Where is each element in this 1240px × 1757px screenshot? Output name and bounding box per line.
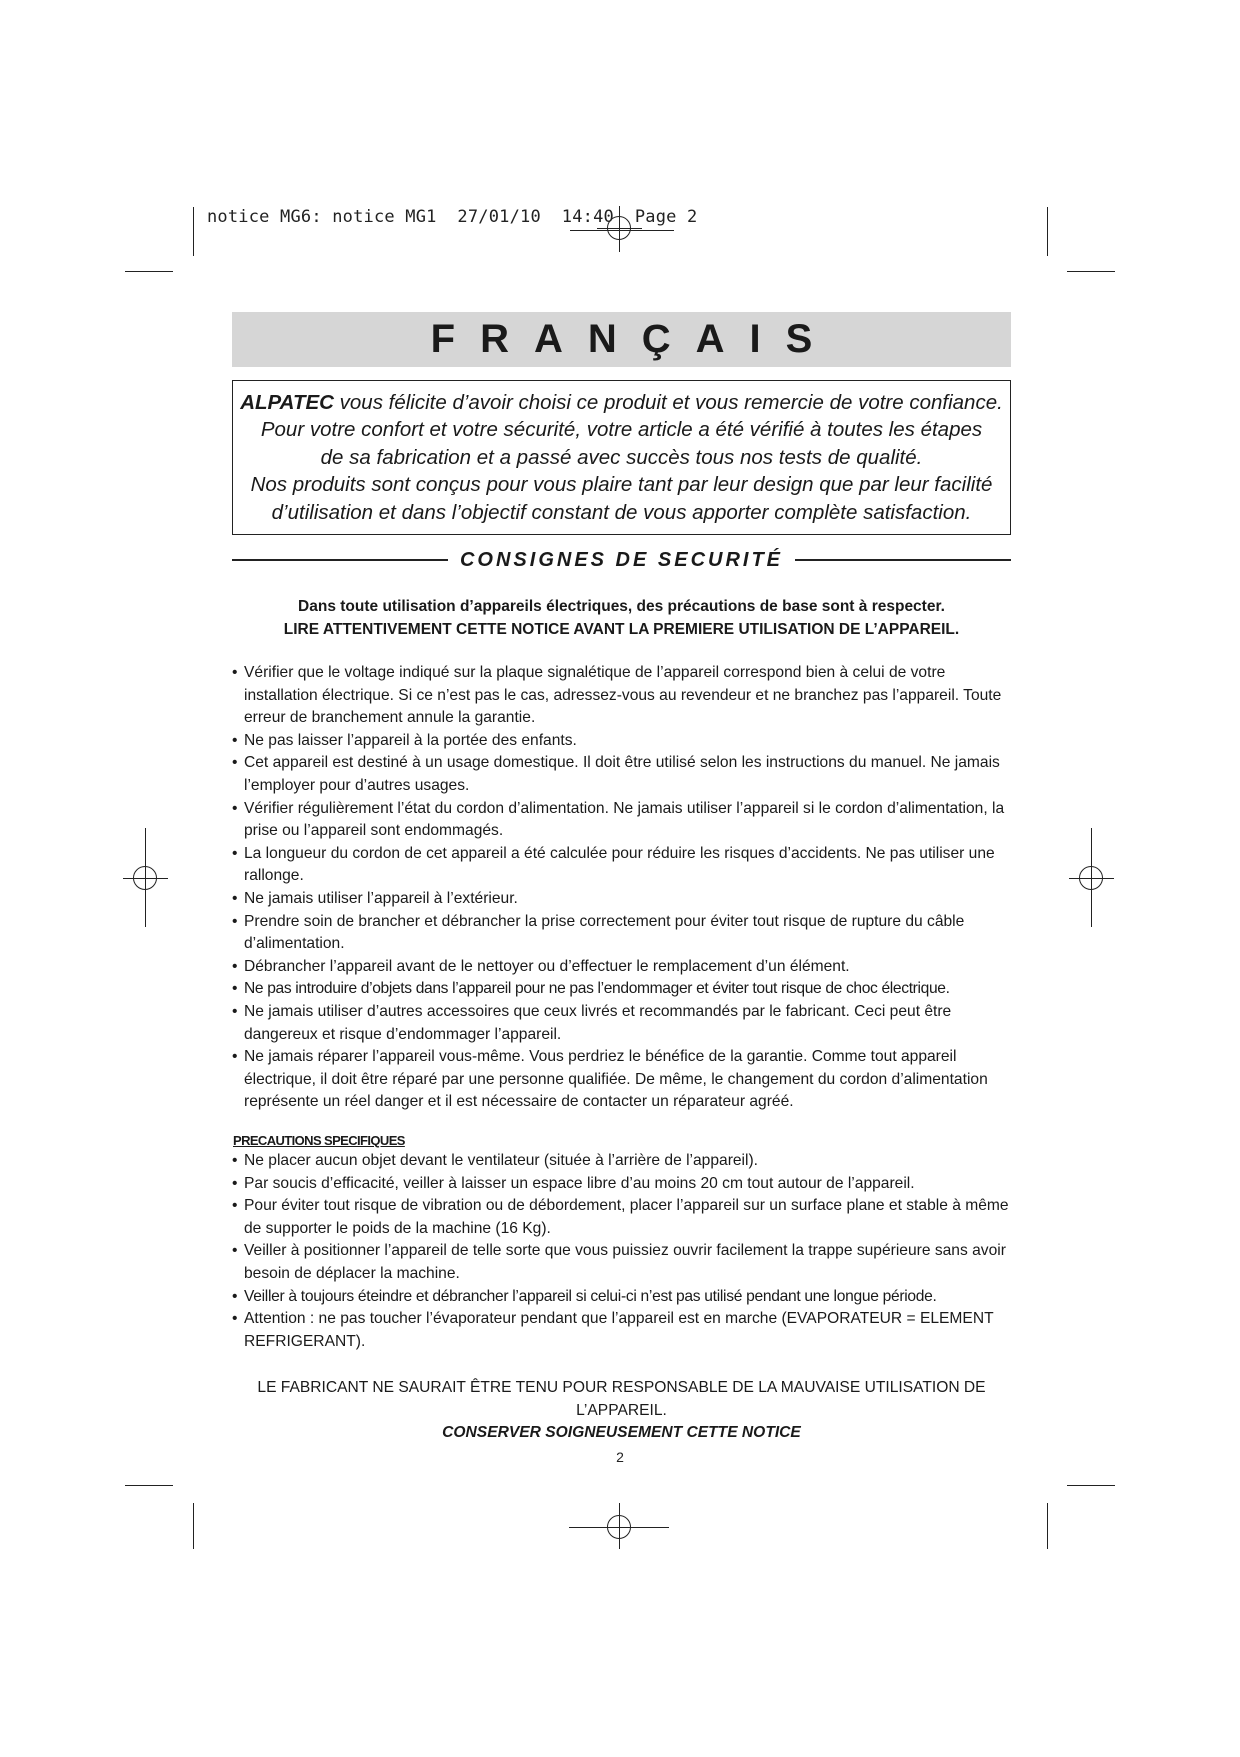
heading-rule-left — [232, 559, 448, 561]
specific-precautions-list — [232, 1150, 1017, 1353]
heading-rule-right — [795, 559, 1011, 561]
brand-name: ALPATEC — [240, 390, 334, 414]
warning-line-2: LIRE ATTENTIVEMENT CETTE NOTICE AVANT LA PREMIERE UTILISATION DE L’APPAREIL. — [283, 620, 960, 638]
list-item: • Cet appareil est destiné à un usage domestique. Il doit être utilisé selon les instructions du manuel. Ne jamais l’employer pour d’autres usages. — [232, 752, 1017, 797]
footer — [232, 1377, 1011, 1445]
list-item: • Vérifier que le voltage indiqué sur la plaque signalétique de l’appareil correspond bien à celui de votre installation électrique. Si ce n’est pas le cas, adressez-vous au revendeur et ne branchez pas l’appareil. Toute erreur de branchement annule la garantie. — [232, 662, 1017, 730]
language-title: FRANÇAIS — [430, 317, 838, 361]
list-item: • Débrancher l’appareil avant de le nettoyer ou d’effectuer le remplacement d’un élément. — [232, 956, 1017, 979]
keep-notice: CONSERVER SOIGNEUSEMENT CETTE NOTICE — [442, 1424, 801, 1441]
intro-line-1: ALPATEC vous félicite d’avoir choisi ce produit et vous remercie de votre confiance. — [240, 390, 1003, 414]
specific-precautions-heading: PRECAUTIONS SPECIFIQUES — [233, 1133, 405, 1148]
safety-section-heading — [232, 547, 1011, 573]
intro-line-5: d’utilisation et dans l’objectif constant de vous apporter complète satisfaction. — [271, 500, 972, 524]
list-item: • Par soucis d’efficacité, veiller à laisser un espace libre d’au moins 20 cm tout autour de l’appareil. — [232, 1173, 1017, 1196]
list-item: • Vérifier régulièrement l’état du cordon d’alimentation. Ne jamais utiliser l’appareil si le cordon d’alimentation, la prise ou l’appareil sont endommagés. — [232, 798, 1017, 843]
language-banner — [232, 312, 1011, 367]
list-item: • Ne jamais utiliser d’autres accessoires que ceux livrés et recommandés par le fabricant. Ceci peut être dangereux et risque d’endommager l’appareil. — [232, 1001, 1017, 1046]
safety-warning — [232, 596, 1011, 641]
list-item: • Ne placer aucun objet devant le ventilateur (située à l’arrière de l’appareil). — [232, 1150, 1017, 1173]
list-item: • Veiller à toujours éteindre et débrancher l’appareil si celui-ci n’est pas utilisé pendant une longue période. — [232, 1286, 1017, 1309]
slug-underline — [570, 230, 674, 231]
intro-line-3: de sa fabrication et a passé avec succès tous nos tests de qualité. — [320, 445, 923, 469]
list-item: • Veiller à positionner l’appareil de telle sorte que vous puissiez ouvrir facilement la trappe supérieure sans avoir besoin de déplacer la machine. — [232, 1240, 1017, 1285]
safety-list — [232, 662, 1017, 1114]
list-item: • Ne jamais utiliser l’appareil à l’extérieur. — [232, 888, 1017, 911]
intro-line-4: Nos produits sont conçus pour vous plaire tant par leur design que par leur facilité — [250, 473, 993, 497]
list-item: • Ne pas introduire d’objets dans l’appareil pour ne pas l’endommager et éviter tout risque de choc électrique. — [232, 978, 1017, 1001]
warning-line-1: Dans toute utilisation d’appareils électriques, des précautions de base sont à respecter. — [298, 598, 945, 615]
list-item: • Prendre soin de brancher et débrancher la prise correctement pour éviter tout risque de rupture du câble d’alimentation. — [232, 911, 1017, 956]
page-number: 2 — [616, 1449, 624, 1465]
intro-box — [232, 380, 1011, 535]
list-item: • Attention : ne pas toucher l’évaporateur pendant que l’appareil est en marche (EVAPORATEUR = ELEMENT REFRIGERANT). — [232, 1308, 1017, 1353]
intro-line-2: Pour votre confort et votre sécurité, votre article a été vérifié à toutes les étapes — [260, 418, 983, 442]
list-item: • Pour éviter tout risque de vibration ou de débordement, placer l’appareil sur un surface plane et stable à même de supporter le poids de la machine (16 Kg). — [232, 1195, 1017, 1240]
print-slug: notice MG6: notice MG1 27/01/10 14:40 Page 2 — [207, 207, 698, 227]
list-item: • La longueur du cordon de cet appareil a été calculée pour réduire les risques d’accidents. Ne pas utiliser une rallonge. — [232, 843, 1017, 888]
disclaimer: LE FABRICANT NE SAURAIT ÊTRE TENU POUR RESPONSABLE DE LA MAUVAISE UTILISATION DE L’APPAREIL. — [257, 1379, 986, 1419]
safety-title: CONSIGNES DE SECURITÉ — [459, 548, 784, 571]
list-item: • Ne pas laisser l’appareil à la portée des enfants. — [232, 730, 1017, 753]
list-item: • Ne jamais réparer l’appareil vous-même. Vous perdriez le bénéfice de la garantie. Comme tout appareil électrique, il doit être réparé par une personne qualifiée. De même, le changement du cordon d’alimentation représente un réel danger et il est nécessaire de contacter un réparateur agréé. — [232, 1046, 1017, 1114]
